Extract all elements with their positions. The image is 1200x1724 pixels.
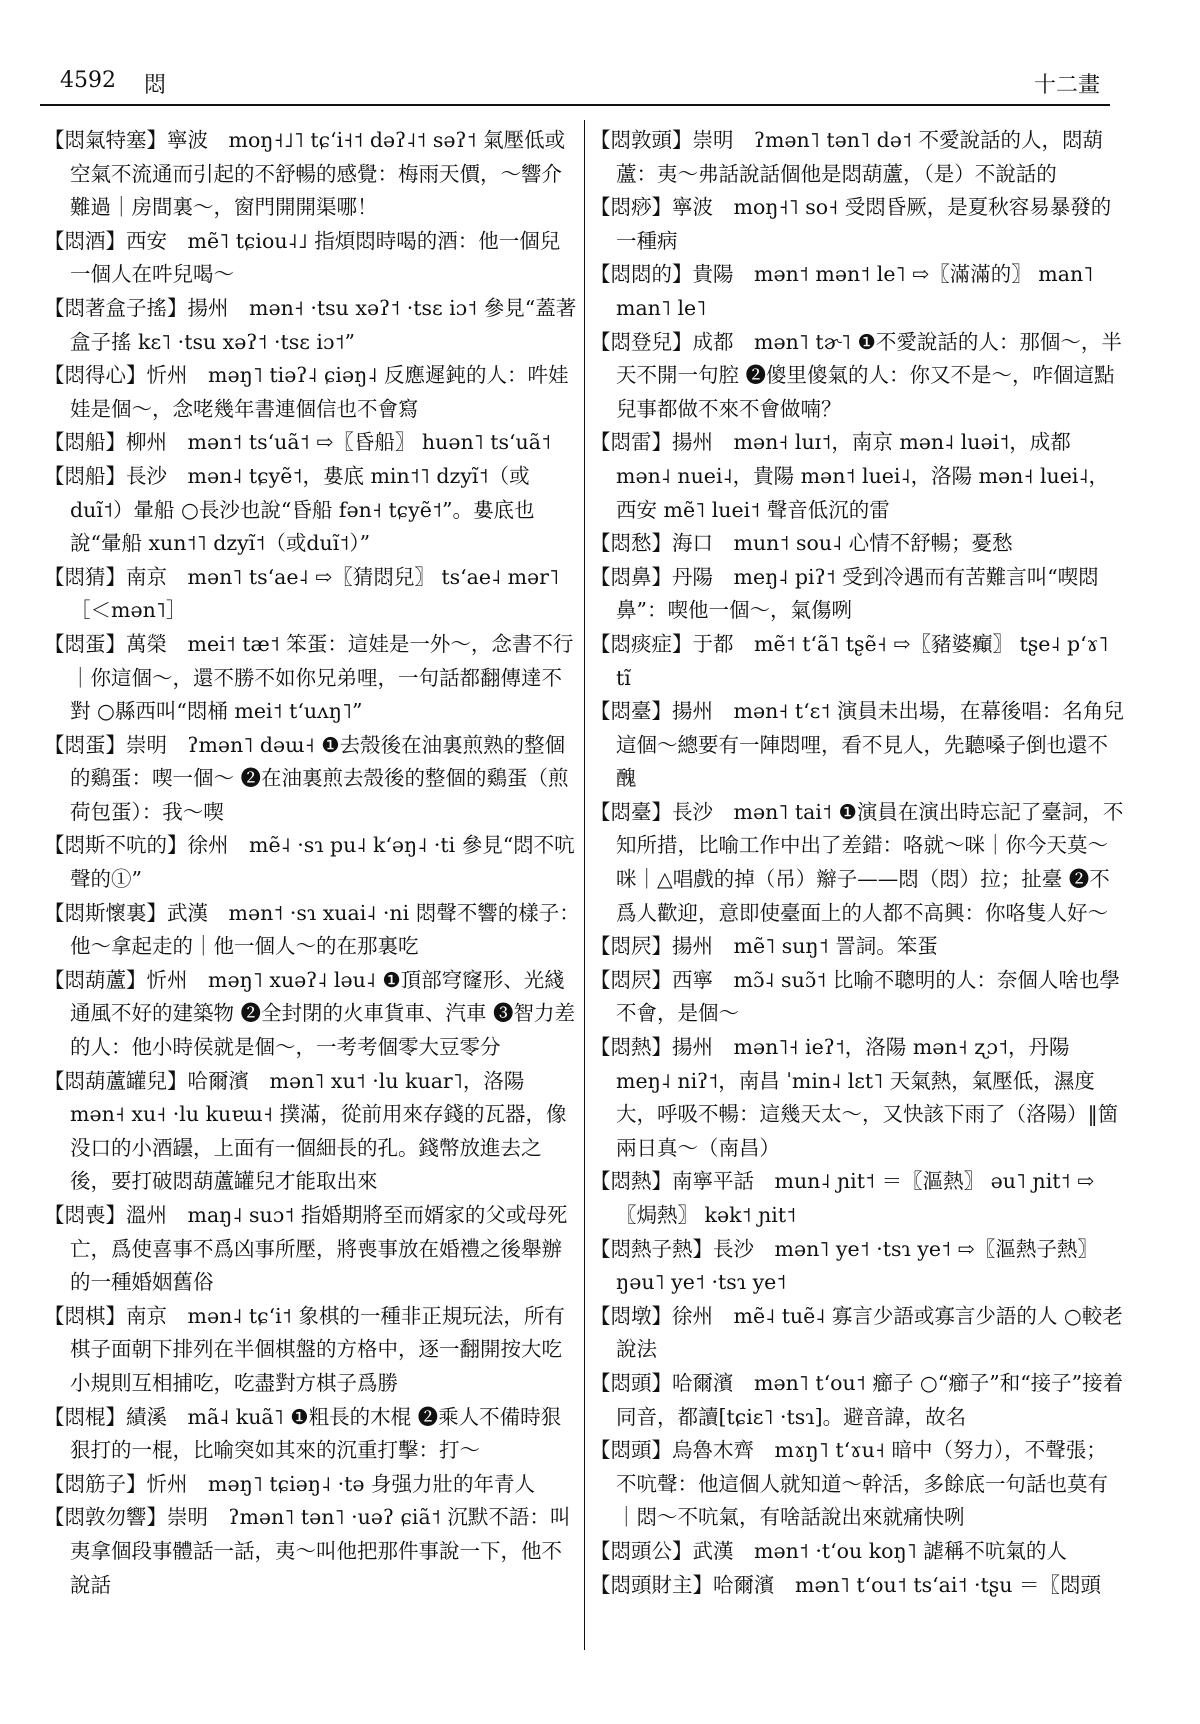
entry-text: 長沙 mən˨ tɕyẽ˦，婁底 min˦˥ dzyĩ˦（或duĩ˦）暈船 ○長沙也說“昏船 fən˧ tɕyẽ˦”。婁底也說“暈船 xun˦˥ dzyĩ˦（或duĩ˦）” [70,463,535,556]
entry-text: 西安 mẽ˥ tɕiou˨˩ 指煩悶時喝的酒：他一個兒一個人在吽兒喝～ [70,228,561,287]
entry-headword: 【悶悶的】 [590,262,693,287]
dictionary-entry [590,191,1126,258]
dictionary-entry [44,964,580,1065]
entry-headword: 【悶頭】 [590,1438,672,1463]
dictionary-entry [590,326,1126,427]
entry-text: 于都 mẽ˦ tʻã˥ tʂẽ˧ ⇨〖豬婆癲〗 tʂe˨ pʻɤ˥ tĩ [616,631,1109,690]
entry-text: 哈爾濱 mən˥ xu˦ ·lu kuar˥，洛陽 mən˧ xu˧ ·lu kuɐɯ˧ 撲滿，從前用來存錢的瓦器，像没口的小酒罎，上面有一個細長的孔。錢幣放進去之後，要打破悶葫蘆罐兒才能取出來 [70,1068,567,1194]
dictionary-entry [44,1468,580,1502]
entry-headword: 【悶登兒】 [590,329,693,354]
dictionary-entry [590,1233,1126,1300]
column-divider [584,120,585,1650]
entry-text: 哈爾濱 mən˥ tʻou˦ tsʻai˦ ·tʂu ＝〖悶頭 [713,1572,1101,1597]
dictionary-entry [590,1165,1126,1232]
entry-headword: 【悶敦勿響】 [44,1505,167,1530]
entry-text: 南京 mən˥ tsʻae˨ ⇨〖猜悶兒〗 tsʻae˨ mər˥［＜mən˥］ [70,564,560,623]
entry-text: 溫州 maŋ˨ suɔ˦ 指婚期將至而婿家的父或母死亡，爲使喜事不爲凶事所壓，將喪事放在婚禮之後舉辦的一種婚姻舊俗 [70,1203,568,1295]
dictionary-entry [590,124,1126,191]
entry-text: 揚州 mən˥˧ ieʔ˦，洛陽 mən˧ ʐɔ˦，丹陽 meŋ˨ niʔ˦，南昌 ˈmin˨ lɛt˥ 天氣熱，氣壓低，濕度大，呼吸不暢：這幾天太～，又快該下雨了（洛陽）‖箇兩日真～（南昌） [616,1035,1119,1160]
entry-text: 成都 mən˥ tɚ˥ ❶不愛說話的人：那個～，半天不開一句腔 ❷傻里傻氣的人：你又不是～，咋個這點兒事都做不來不會做喃？ [616,329,1122,421]
entry-headword: 【悶屄】 [590,934,672,959]
entry-text: 揚州 mən˧ luɪ˦，南京 mən˨ luəi˦，成都 mən˨ nuei˨，貴陽 mən˦ luei˨，洛陽 mən˧ luei˨，西安 mẽ˥ luei˦ 聲音低沉的雷 [616,430,1110,522]
entry-text: 海口 mun˦ sou˨ 心情不舒暢；憂愁 [672,531,1013,556]
dictionary-entry [590,1031,1126,1165]
entry-text: 忻州 məŋ˥ tiəʔ˨ ɕiəŋ˨ 反應遲鈍的人：吽娃娃是個～，念咾幾年書連個信也不會寫 [70,363,569,421]
dictionary-entry [590,628,1126,695]
entry-text: 長沙 mən˥ ye˦ ·tsɿ ye˦ ⇨〖漚熱子熱〗 ŋəu˥ ye˦ ·tsɿ ye˦ [616,1236,1098,1295]
dictionary-entry [590,796,1126,930]
head-character: 悶 [144,73,167,98]
entry-text: 長沙 mən˥ tai˦ ❶演員在演出時忘記了臺詞，不知所措，比喻工作中出了差錯：咯就～咪｜你今天莫～咪｜△唱戲的掉（吊）辮子——悶（悶）拉；扯臺 ❷不爲人歡迎，意即使臺面上的人都不高興：你咯隻人好～ [616,799,1124,925]
dictionary-entry [590,527,1126,561]
header-rule [40,104,1110,106]
entry-headword: 【悶斯不吭的】 [44,833,188,858]
entry-text: 揚州 mẽ˥ suŋ˦ 詈詞。笨蛋 [672,934,938,959]
dictionary-entry [590,964,1126,1031]
entry-text: 武漢 mən˦ ·tʻou koŋ˥ 謔稱不吭氣的人 [692,1538,1067,1563]
entry-headword: 【悶熱】 [590,1169,672,1194]
dictionary-entry [44,897,580,964]
dictionary-entry [44,1401,580,1468]
entry-text: 丹陽 meŋ˨ piʔ˦ 受到冷遇而有苦難言叫“喫悶鼻”：喫他一個～，氣傷咧 [616,564,1099,623]
entry-headword: 【悶葫蘆】 [44,967,147,992]
entry-headword: 【悶得心】 [44,363,147,388]
entry-headword: 【悶墩】 [590,1303,672,1328]
entry-headword: 【悶頭公】 [590,1538,693,1563]
dictionary-entry [44,225,580,292]
entry-headword: 【悶蛋】 [44,732,126,757]
dictionary-entry [590,930,1126,964]
dictionary-entry [44,729,580,830]
entry-headword: 【悶頭】 [590,1370,672,1395]
entry-headword: 【悶斯懷裏】 [44,900,167,925]
entry-headword: 【悶船】 [44,430,126,455]
dictionary-entry [44,426,580,460]
dictionary-entry [44,460,580,561]
entry-headword: 【悶鼻】 [590,564,672,589]
dictionary-entry [590,695,1126,796]
entry-text: 績溪 mã˨ kuã˥ ❶粗長的木棍 ❷乘人不備時狠狠打的一棍，比喻突如其來的沉重打擊：打～ [70,1404,562,1463]
entry-text: 萬榮 mei˦ tæ˦ 笨蛋：這娃是一外～，念書不行｜你這個～，還不勝不如你兄弟哩，一句話都翻傳達不對 ○縣西叫“悶桶 mei˦ tʻuʌŋ˥” [70,631,574,724]
entry-headword: 【悶筋子】 [44,1471,147,1496]
right-column [590,124,1126,1602]
dictionary-entry [590,426,1126,527]
dictionary-entry [44,1300,580,1401]
entry-headword: 【悶敦頭】 [590,128,693,152]
dictionary-entry [590,1300,1126,1367]
entry-text: 貴陽 mən˦ mən˦ le˥ ⇨〖滿滿的〗 man˥ man˥ le˥ [616,262,1094,320]
dictionary-entry [590,1569,1126,1603]
dictionary-entry [590,1535,1126,1569]
entry-text: 崇明 ʔmən˥ dəɯ˧ ❶去殼後在油裏煎熟的整個的鷄蛋：喫一個～ ❷在油裏煎去殼後的整個的鷄蛋（煎荷包蛋）：我～喫 [70,732,569,824]
entry-headword: 【悶喪】 [44,1203,126,1227]
page-header [60,68,1100,102]
entry-headword: 【悶猜】 [44,564,126,589]
entry-headword: 【悶屄】 [590,967,672,992]
entry-text: 揚州 mən˧ tʻɛ˦ 演員未出場，在幕後唱：名角兒這個～總要有一陣悶哩，看不見人，先聽嗓子倒也還不醜 [616,699,1124,791]
page-number: 4592 [60,68,116,93]
entry-headword: 【悶臺】 [590,699,672,724]
entry-headword: 【悶船】 [44,463,126,488]
entry-headword: 【悶痰症】 [590,631,693,656]
entry-text: 徐州 mẽ˨ tuẽ˨ 寡言少語或寡言少語的人 ○較老說法 [616,1303,1123,1362]
entry-text: 忻州 məŋ˥ xuəʔ˨ ləu˨ ❶頂部穹窿形、光綫通風不好的建築物 ❷全封閉的火車貨車、汽車 ❸智力差的人：他小時侯就是個～，一考考個零大豆零分 [70,967,576,1060]
entry-text: 忻州 məŋ˥ tɕiəŋ˨ ·tə 身强力壯的年青人 [146,1471,536,1496]
entry-headword: 【悶棋】 [44,1303,126,1328]
dictionary-entry [590,561,1126,628]
entry-headword: 【悶雷】 [590,430,672,455]
dictionary-entry [44,359,580,426]
dictionary-entry [44,1199,580,1300]
entry-headword: 【悶著盒子搖】 [44,295,188,320]
dictionary-entry [44,1501,580,1602]
entry-headword: 【悶熱】 [590,1035,672,1060]
entry-text: 烏魯木齊 mɤŋ˥ tʻɤu˧ 暗中（努力），不聲張；不吭聲：他這個人就知道～幹活，多餘底一句話也莫有｜悶～不吭氣，有啥話說出來就痛快咧 [616,1438,1108,1530]
entry-text: 寧波 moŋ˧˩˥ tɕʻi˧˦ dəʔ˨˦ səʔ˦ 氣壓低或空氣不流通而引起的不舒暢的感覺：梅雨天價，～響介難過｜房間裏～，窗門開開渠哪！ [70,128,566,220]
entry-text: 南寧平話 mun˨ ɲit˦ ＝〖漚熱〗 əu˥ ɲit˦ ⇨〖焗熱〗 kək˦ ɲit˦ [616,1169,1095,1227]
dictionary-entry [590,1367,1126,1434]
entry-text: 南京 mən˨ tɕʻi˦ 象棋的一種非正規玩法，所有棋子面朝下排列在半個棋盤的方格中，逐一翻開按大吃小規則互相捕吃，吃盡對方棋子爲勝 [70,1303,565,1395]
left-column [44,124,580,1602]
dictionary-entry [590,258,1126,325]
entry-text: 寧波 moŋ˧˥ so˧ 受悶昏厥，是夏秋容易暴發的一種病 [616,195,1112,253]
entry-headword: 【悶痧】 [590,195,672,220]
dictionary-entry [44,292,580,359]
dictionary-entry [44,561,580,628]
entry-headword: 【悶酒】 [44,228,126,253]
entry-text: 武漢 mən˦ ·sɿ xuai˨ ·ni 悶聲不響的樣子：他～拿起走的｜他一個人～的在那裏吃 [70,900,580,959]
entry-text: 崇明 ʔmən˥ tən˥ də˦ 不愛說話的人，悶葫蘆：夷～弗話說話個他是悶葫蘆，（是）不說話的 [616,128,1103,186]
entry-headword: 【悶棍】 [44,1404,126,1429]
entry-text: 哈爾濱 mən˥ tʻou˦ 癤子 ○“癤子”和“接子”接着同音，都讀[tɕiɛ˥ ·tsɿ]。避音諱，故名 [616,1370,1124,1429]
entry-headword: 【悶蛋】 [44,631,126,656]
entry-text: 揚州 mən˧ ·tsu xəʔ˦ ·tsɛ iɔ˦ 參見“蓋著盒子搖 kɛ˥ ·tsu xəʔ˦ ·tsɛ iɔ˦” [70,295,577,354]
dictionary-entry [590,1434,1126,1535]
entry-text: 徐州 mẽ˨ ·sɿ pu˨ kʻəŋ˨ ·ti 參見“悶不吭聲的①” [70,833,575,892]
stroke-count-label: 十二畫 [1033,73,1100,98]
entry-headword: 【悶熱子熱】 [590,1236,713,1261]
entry-headword: 【悶愁】 [590,531,672,556]
dictionary-entry [44,1065,580,1199]
entry-text: 西寧 mɔ̃˨ suɔ̃˦ 比喻不聰明的人：奈個人啥也學不會，是個～ [616,967,1120,1026]
entry-headword: 【悶臺】 [590,799,672,824]
dictionary-entry [44,829,580,896]
dictionary-entry [44,628,580,729]
entry-headword: 【悶氣特塞】 [44,128,167,152]
entry-text: 崇明 ʔmən˥ tən˥ ·uəʔ ɕiã˦ 沉默不語：叫夷拿個段事體話一話，夷～叫他把那件事說一下，他不說話 [70,1505,571,1597]
entry-text: 柳州 mən˦ tsʻuã˦ ⇨〖昏船〗 huən˥ tsʻuã˦ [126,430,552,455]
entry-headword: 【悶頭財主】 [590,1572,713,1597]
dictionary-entry [44,124,580,225]
entry-headword: 【悶葫蘆罐兒】 [44,1068,188,1093]
